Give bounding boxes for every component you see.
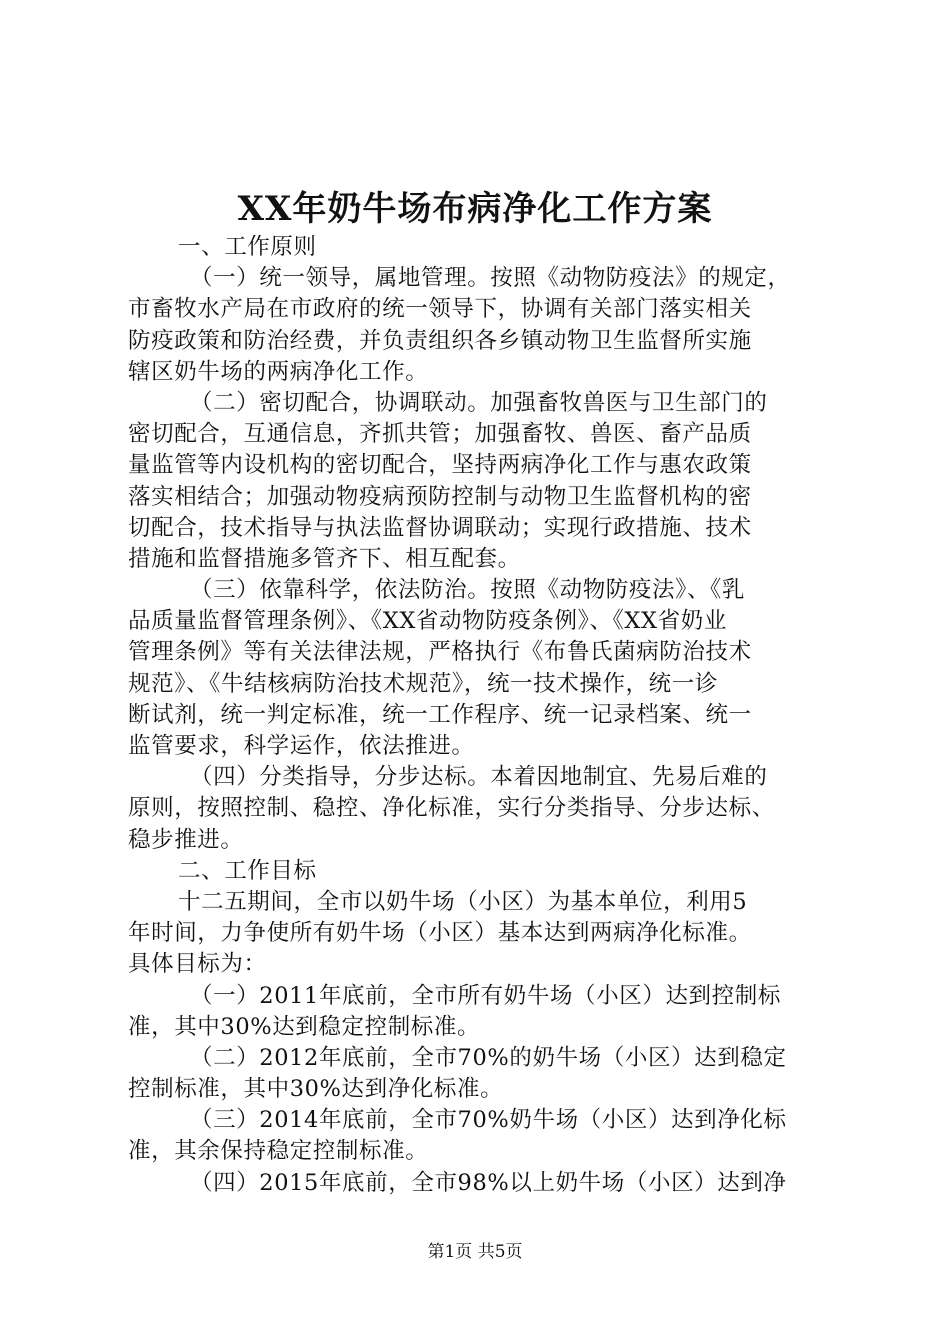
paragraph-line: （二）2012年底前，全市70%的奶牛场（小区）达到稳定: [190, 1044, 787, 1071]
paragraph-line: 辖区奶牛场的两病净化工作。: [128, 358, 429, 385]
paragraph-line: （三）2014年底前，全市70%奶牛场（小区）达到净化标: [190, 1107, 787, 1134]
document-title: XX年奶牛场布病净化工作方案: [237, 189, 713, 229]
paragraph-line: 控制标准，其中30%达到净化标准。: [128, 1076, 504, 1103]
paragraph-line: 十二五期间，全市以奶牛场（小区）为基本单位，利用5: [178, 888, 748, 915]
page-indicator: 第1页 共5页: [427, 1242, 523, 1262]
paragraph-line: （二）密切配合，协调联动。加强畜牧兽医与卫生部门的: [190, 389, 768, 416]
paragraph-line: （四）2015年底前，全市98%以上奶牛场（小区）达到净: [190, 1169, 787, 1196]
paragraph-line: 品质量监督管理条例》、《XX省动物防疫条例》、《XX省奶业: [128, 608, 727, 635]
paragraph-line: 准，其余保持稳定控制标准。: [128, 1138, 429, 1165]
section-heading: 二、工作目标: [178, 857, 317, 884]
paragraph-line: 具体目标为：: [128, 951, 267, 978]
paragraph-line: 密切配合，互通信息，齐抓共管；加强畜牧、兽医、畜产品质: [128, 421, 752, 448]
paragraph-line: 管理条例》等有关法律法规，严格执行《布鲁氏菌病防治技术: [128, 639, 752, 666]
paragraph-line: 落实相结合；加强动物疫病预防控制与动物卫生监督机构的密: [128, 483, 752, 510]
paragraph-line: 准，其中30%达到稳定控制标准。: [128, 1013, 481, 1040]
paragraph-line: 量监管等内设机构的密切配合，坚持两病净化工作与惠农政策: [128, 452, 752, 479]
paragraph-line: （一）2011年底前，全市所有奶牛场（小区）达到控制标: [190, 982, 781, 1009]
section-heading: 一、工作原则: [178, 234, 317, 260]
paragraph-line: （四）分类指导，分步达标。本着因地制宜、先易后难的: [190, 764, 768, 791]
paragraph-line: 监管要求，科学运作，依法推进。: [128, 733, 475, 759]
document-body: [128, 232, 843, 1199]
page-footer: [0, 1240, 950, 1264]
paragraph-line: 规范》、《牛结核病防治技术规范》，统一技术操作，统一诊: [128, 670, 718, 697]
paragraph-line: 年时间，力争使所有奶牛场（小区）基本达到两病净化标准。: [128, 920, 752, 947]
paragraph-line: 稳步推进。: [128, 826, 244, 853]
paragraph-line: 市畜牧水产局在市政府的统一领导下，协调有关部门落实相关: [128, 296, 752, 323]
paragraph-line: 防疫政策和防治经费，并负责组织各乡镇动物卫生监督所实施: [128, 327, 752, 354]
paragraph-line: 切配合，技术指导与执法监督协调联动；实现行政措施、技术: [128, 514, 752, 541]
paragraph-line: （三）依靠科学，依法防治。按照《动物防疫法》、《乳: [190, 577, 746, 604]
paragraph-line: 断试剂，统一判定标准，统一工作程序、统一记录档案、统一: [128, 701, 752, 728]
paragraph-line: （一）统一领导，属地管理。按照《动物防疫法》的规定，: [190, 265, 791, 292]
paragraph-line: 原则，按照控制、稳控、净化标准，实行分类指导、分步达标、: [128, 795, 775, 822]
paragraph-line: 措施和监督措施多管齐下、相互配套。: [128, 545, 521, 572]
